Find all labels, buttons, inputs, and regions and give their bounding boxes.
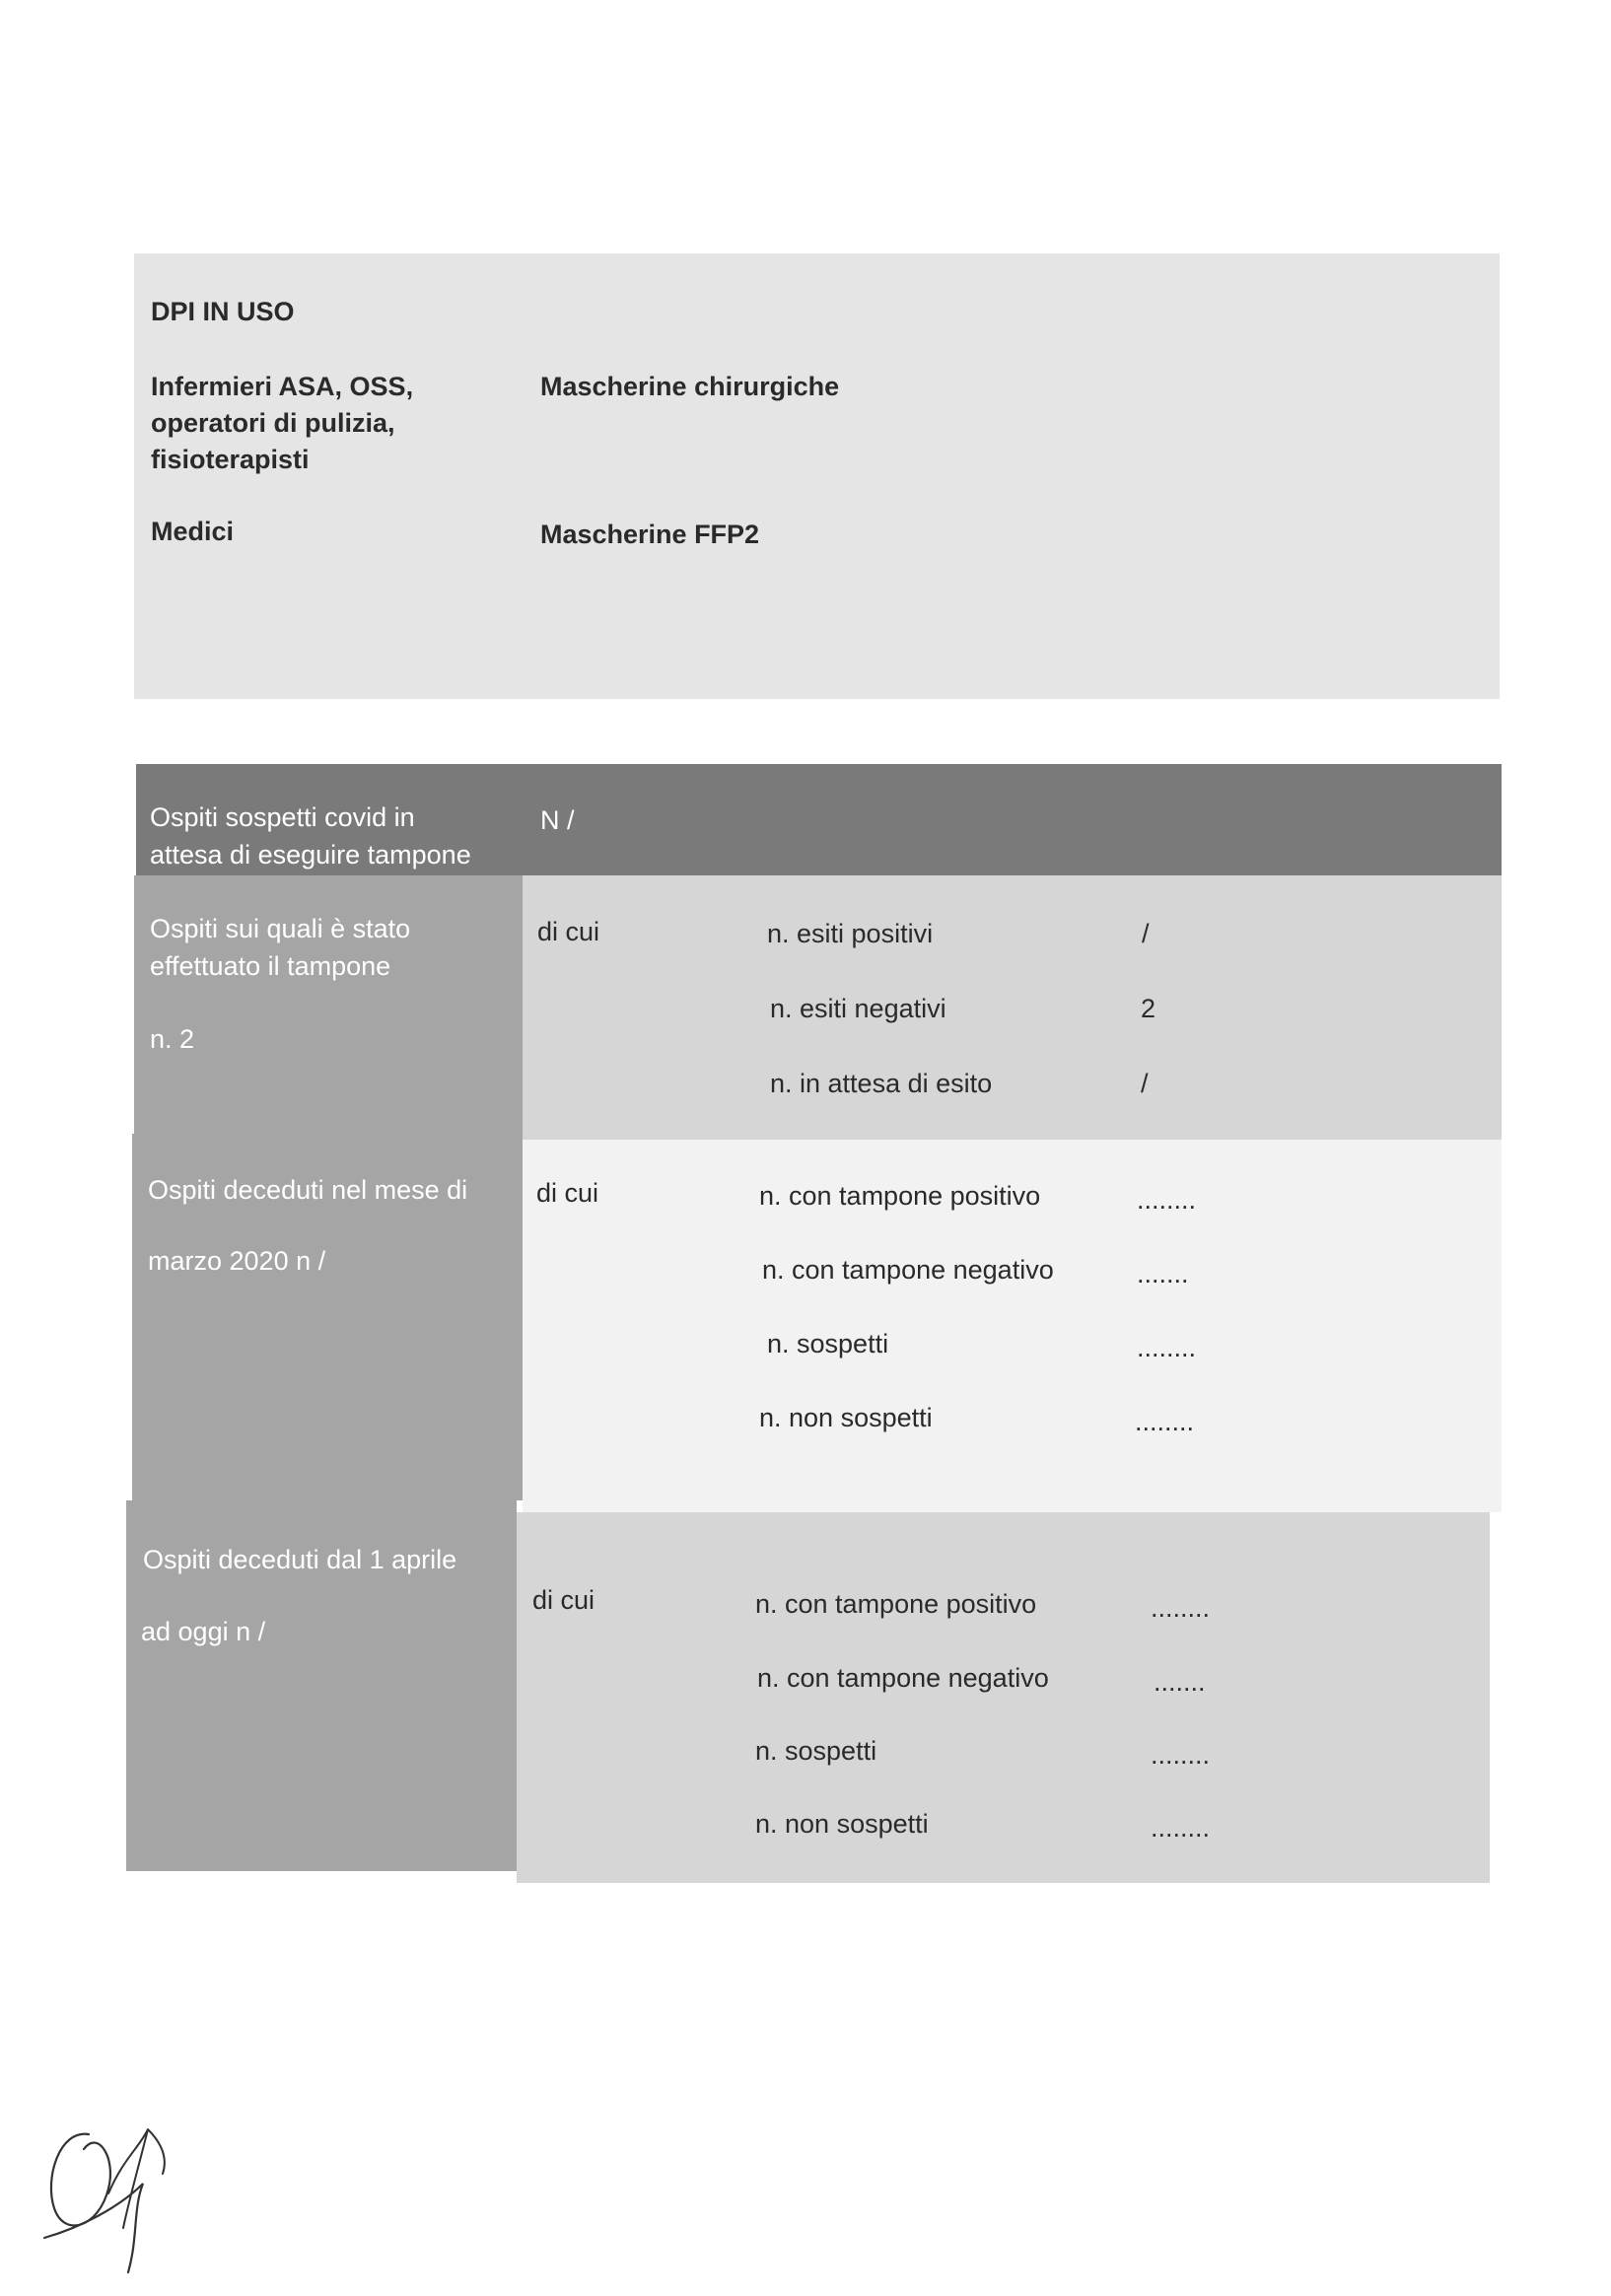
signature-icon bbox=[30, 2090, 177, 2287]
tested-item-label: n. esiti negativi bbox=[770, 994, 946, 1023]
tested-label-line: Ospiti sui quali è stato bbox=[150, 914, 411, 943]
deceased-march-of-which: di cui bbox=[536, 1178, 599, 1208]
dpi-title: DPI IN USO bbox=[151, 297, 295, 326]
deceased-april-label-line: ad oggi n / bbox=[141, 1617, 266, 1646]
deceased-march-item-label: n. non sospetti bbox=[759, 1403, 933, 1432]
deceased-march-item-label: n. con tampone positivo bbox=[759, 1181, 1041, 1211]
deceased-march-item-label: n. con tampone negativo bbox=[762, 1255, 1054, 1285]
deceased-april-item-label: n. con tampone positivo bbox=[755, 1589, 1037, 1619]
deceased-april-detail-cell bbox=[517, 1512, 1490, 1883]
deceased-april-item-label: n. sospetti bbox=[755, 1736, 877, 1766]
deceased-march-item-value: ........ bbox=[1137, 1185, 1197, 1215]
dpi-role-line: operatori di pulizia, bbox=[151, 408, 395, 438]
dpi-role-line: fisioterapisti bbox=[151, 445, 310, 474]
deceased-march-label-line: Ospiti deceduti nel mese di bbox=[148, 1175, 468, 1205]
suspected-value: N / bbox=[540, 805, 575, 835]
tested-item-label: n. in attesa di esito bbox=[770, 1069, 993, 1098]
deceased-april-item-value: ....... bbox=[1154, 1667, 1206, 1697]
suspected-label-line: Ospiti sospetti covid in bbox=[150, 802, 415, 832]
tested-item-value: / bbox=[1142, 919, 1150, 948]
deceased-april-label-line: Ospiti deceduti dal 1 aprile bbox=[143, 1545, 457, 1574]
deceased-march-item-value: ........ bbox=[1137, 1333, 1197, 1362]
deceased-march-item-value: ........ bbox=[1135, 1407, 1195, 1436]
deceased-april-item-label: n. non sospetti bbox=[755, 1809, 929, 1839]
deceased-april-item-value: ........ bbox=[1151, 1813, 1211, 1843]
dpi-equipment: Mascherine FFP2 bbox=[540, 520, 760, 549]
tested-item-value: / bbox=[1141, 1069, 1149, 1098]
tested-detail-cell bbox=[523, 875, 1502, 1140]
tested-item-value: 2 bbox=[1141, 994, 1156, 1023]
deceased-march-item-value: ....... bbox=[1137, 1259, 1189, 1288]
deceased-april-item-value: ........ bbox=[1151, 1593, 1211, 1623]
dpi-role-line: Infermieri ASA, OSS, bbox=[151, 372, 414, 401]
deceased-april-of-which: di cui bbox=[532, 1585, 595, 1615]
deceased-april-item-value: ........ bbox=[1151, 1740, 1211, 1770]
tested-count: n. 2 bbox=[150, 1024, 195, 1054]
tested-item-label: n. esiti positivi bbox=[767, 919, 934, 948]
dpi-role-line: Medici bbox=[151, 517, 235, 546]
dpi-equipment: Mascherine chirurgiche bbox=[540, 372, 840, 401]
tested-label-line: effettuato il tampone bbox=[150, 951, 391, 981]
suspected-label-line: attesa di eseguire tampone bbox=[150, 840, 471, 870]
deceased-march-label-line: marzo 2020 n / bbox=[148, 1246, 326, 1276]
deceased-april-item-label: n. con tampone negativo bbox=[757, 1663, 1049, 1693]
tested-of-which: di cui bbox=[537, 917, 600, 946]
dpi-section bbox=[134, 253, 1500, 699]
deceased-march-item-label: n. sospetti bbox=[767, 1329, 889, 1358]
